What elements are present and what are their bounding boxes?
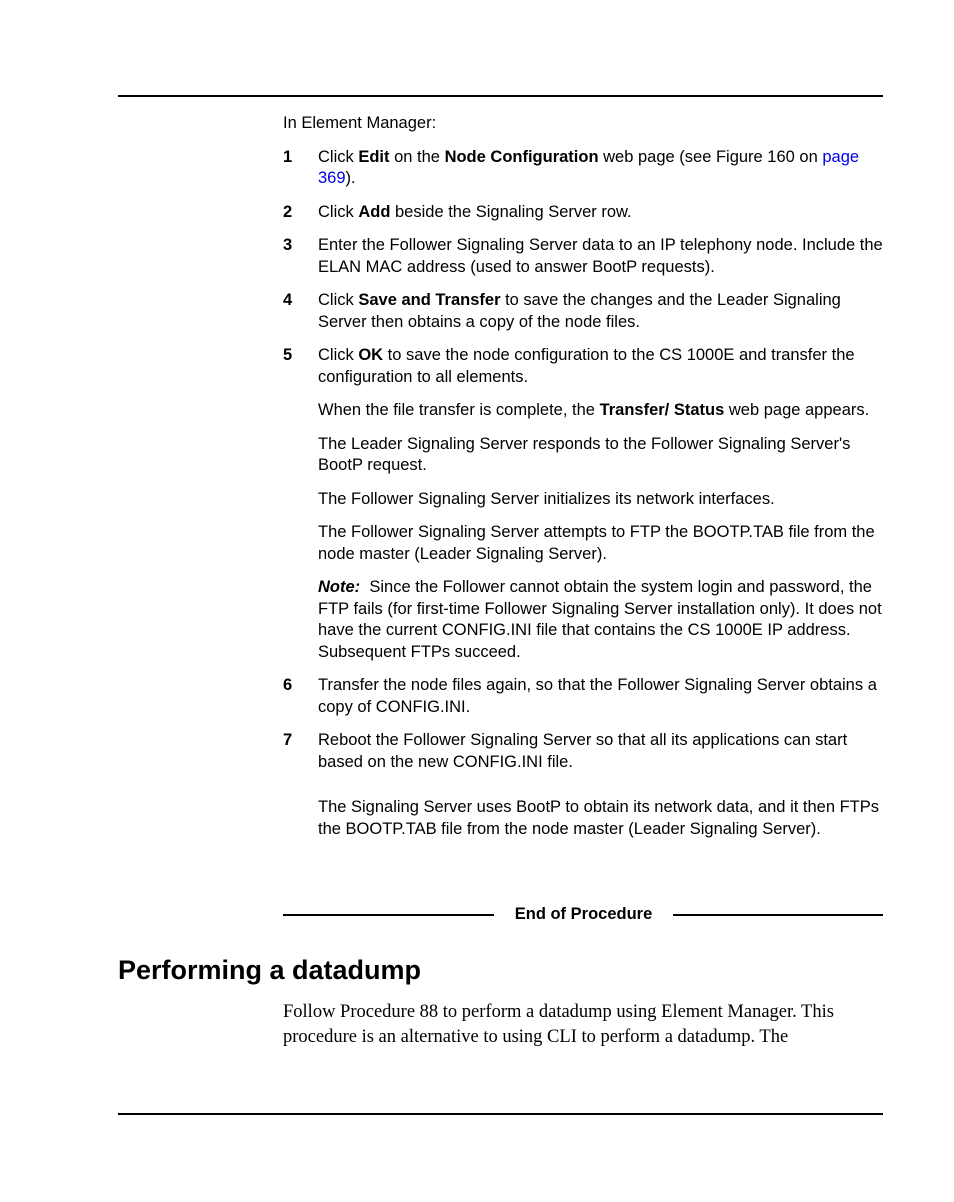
step-5-paragraph: The Follower Signaling Server attempts to FTP the BOOTP.TAB file from the node master (Leader Signaling Server). bbox=[318, 523, 875, 563]
section-body: Follow Procedure 88 to perform a datadump using Element Manager. This procedure is an alternative to using CLI to perform a datadump. The bbox=[283, 1002, 834, 1047]
bold-term: OK bbox=[358, 346, 384, 364]
divider-right bbox=[673, 914, 883, 916]
step-7-paragraph: The Signaling Server uses BootP to obtain its network data, and it then FTPs the BOOTP.TAB file from the node master (Leader Signaling Server). bbox=[318, 798, 880, 838]
bold-term: Transfer/ Status bbox=[599, 401, 725, 419]
step-1 bbox=[283, 147, 883, 190]
intro-text: In Element Manager: bbox=[283, 114, 437, 132]
step-number: 5 bbox=[283, 346, 293, 364]
step-text: Click bbox=[318, 291, 359, 309]
note-paragraph bbox=[318, 577, 883, 663]
step-text: Click bbox=[318, 346, 359, 364]
page-link[interactable]: page 369 bbox=[318, 147, 860, 187]
step-number: 3 bbox=[283, 236, 293, 254]
footer-rule bbox=[118, 1113, 883, 1115]
para-text: When the file transfer is complete, the bbox=[318, 401, 600, 419]
note-text: Since the Follower cannot obtain the system login and password, the FTP fails (for first-time Follower Signaling Server installation only). It does not have the current CONFIG.INI file that contains the CS 1000E IP address. Subsequent FTPs succeed. bbox=[318, 578, 882, 661]
bold-term: Edit bbox=[358, 147, 390, 166]
header-rule bbox=[118, 95, 883, 97]
step-number: 1 bbox=[283, 147, 293, 166]
step-5 bbox=[283, 345, 883, 388]
step-number: 2 bbox=[283, 202, 293, 221]
step-5-paragraph bbox=[318, 400, 883, 422]
step-number: 7 bbox=[283, 731, 293, 749]
para-text: web page appears. bbox=[724, 401, 870, 419]
step-text: Click bbox=[318, 147, 359, 166]
end-of-procedure-banner bbox=[283, 903, 883, 925]
bold-term: Node Configuration bbox=[444, 147, 599, 166]
step-3 bbox=[283, 235, 883, 278]
step-text: Reboot the Follower Signaling Server so that all its applications can start based on the new CONFIG.INI file. bbox=[318, 731, 848, 771]
step-2 bbox=[283, 202, 883, 224]
step-text: to save the node configuration to the CS 1000E and transfer the configuration to all elements. bbox=[318, 346, 855, 386]
step-4 bbox=[283, 290, 883, 333]
divider-left bbox=[283, 914, 494, 916]
note-label: Note: bbox=[318, 578, 361, 596]
step-text: on the bbox=[389, 147, 445, 166]
end-of-procedure-label: End of Procedure bbox=[514, 905, 653, 923]
step-text: Click bbox=[318, 202, 359, 221]
step-text: Transfer the node files again, so that the Follower Signaling Server obtains a copy of CONFIG.INI. bbox=[318, 676, 877, 716]
step-6 bbox=[283, 675, 883, 718]
bold-term: Save and Transfer bbox=[358, 291, 501, 309]
step-text: beside the Signaling Server row. bbox=[390, 202, 632, 221]
step-text: to save the changes and the Leader Signaling Server then obtains a copy of the node files. bbox=[318, 291, 841, 331]
step-text: ). bbox=[345, 169, 356, 187]
step-number: 4 bbox=[283, 291, 293, 309]
step-5-paragraph: The Leader Signaling Server responds to the Follower Signaling Server's BootP request. bbox=[318, 434, 851, 474]
step-5-paragraph: The Follower Signaling Server initializes its network interfaces. bbox=[318, 489, 775, 508]
bold-term: Add bbox=[358, 202, 391, 221]
section-heading: Performing a datadump bbox=[118, 955, 422, 985]
step-number: 6 bbox=[283, 676, 293, 694]
step-text: web page (see Figure 160 on bbox=[598, 147, 823, 166]
step-7 bbox=[283, 730, 883, 773]
step-text: Enter the Follower Signaling Server data to an IP telephony node. Include the ELAN MAC address (used to answer BootP requests). bbox=[318, 236, 883, 276]
procedure-content bbox=[283, 113, 883, 852]
